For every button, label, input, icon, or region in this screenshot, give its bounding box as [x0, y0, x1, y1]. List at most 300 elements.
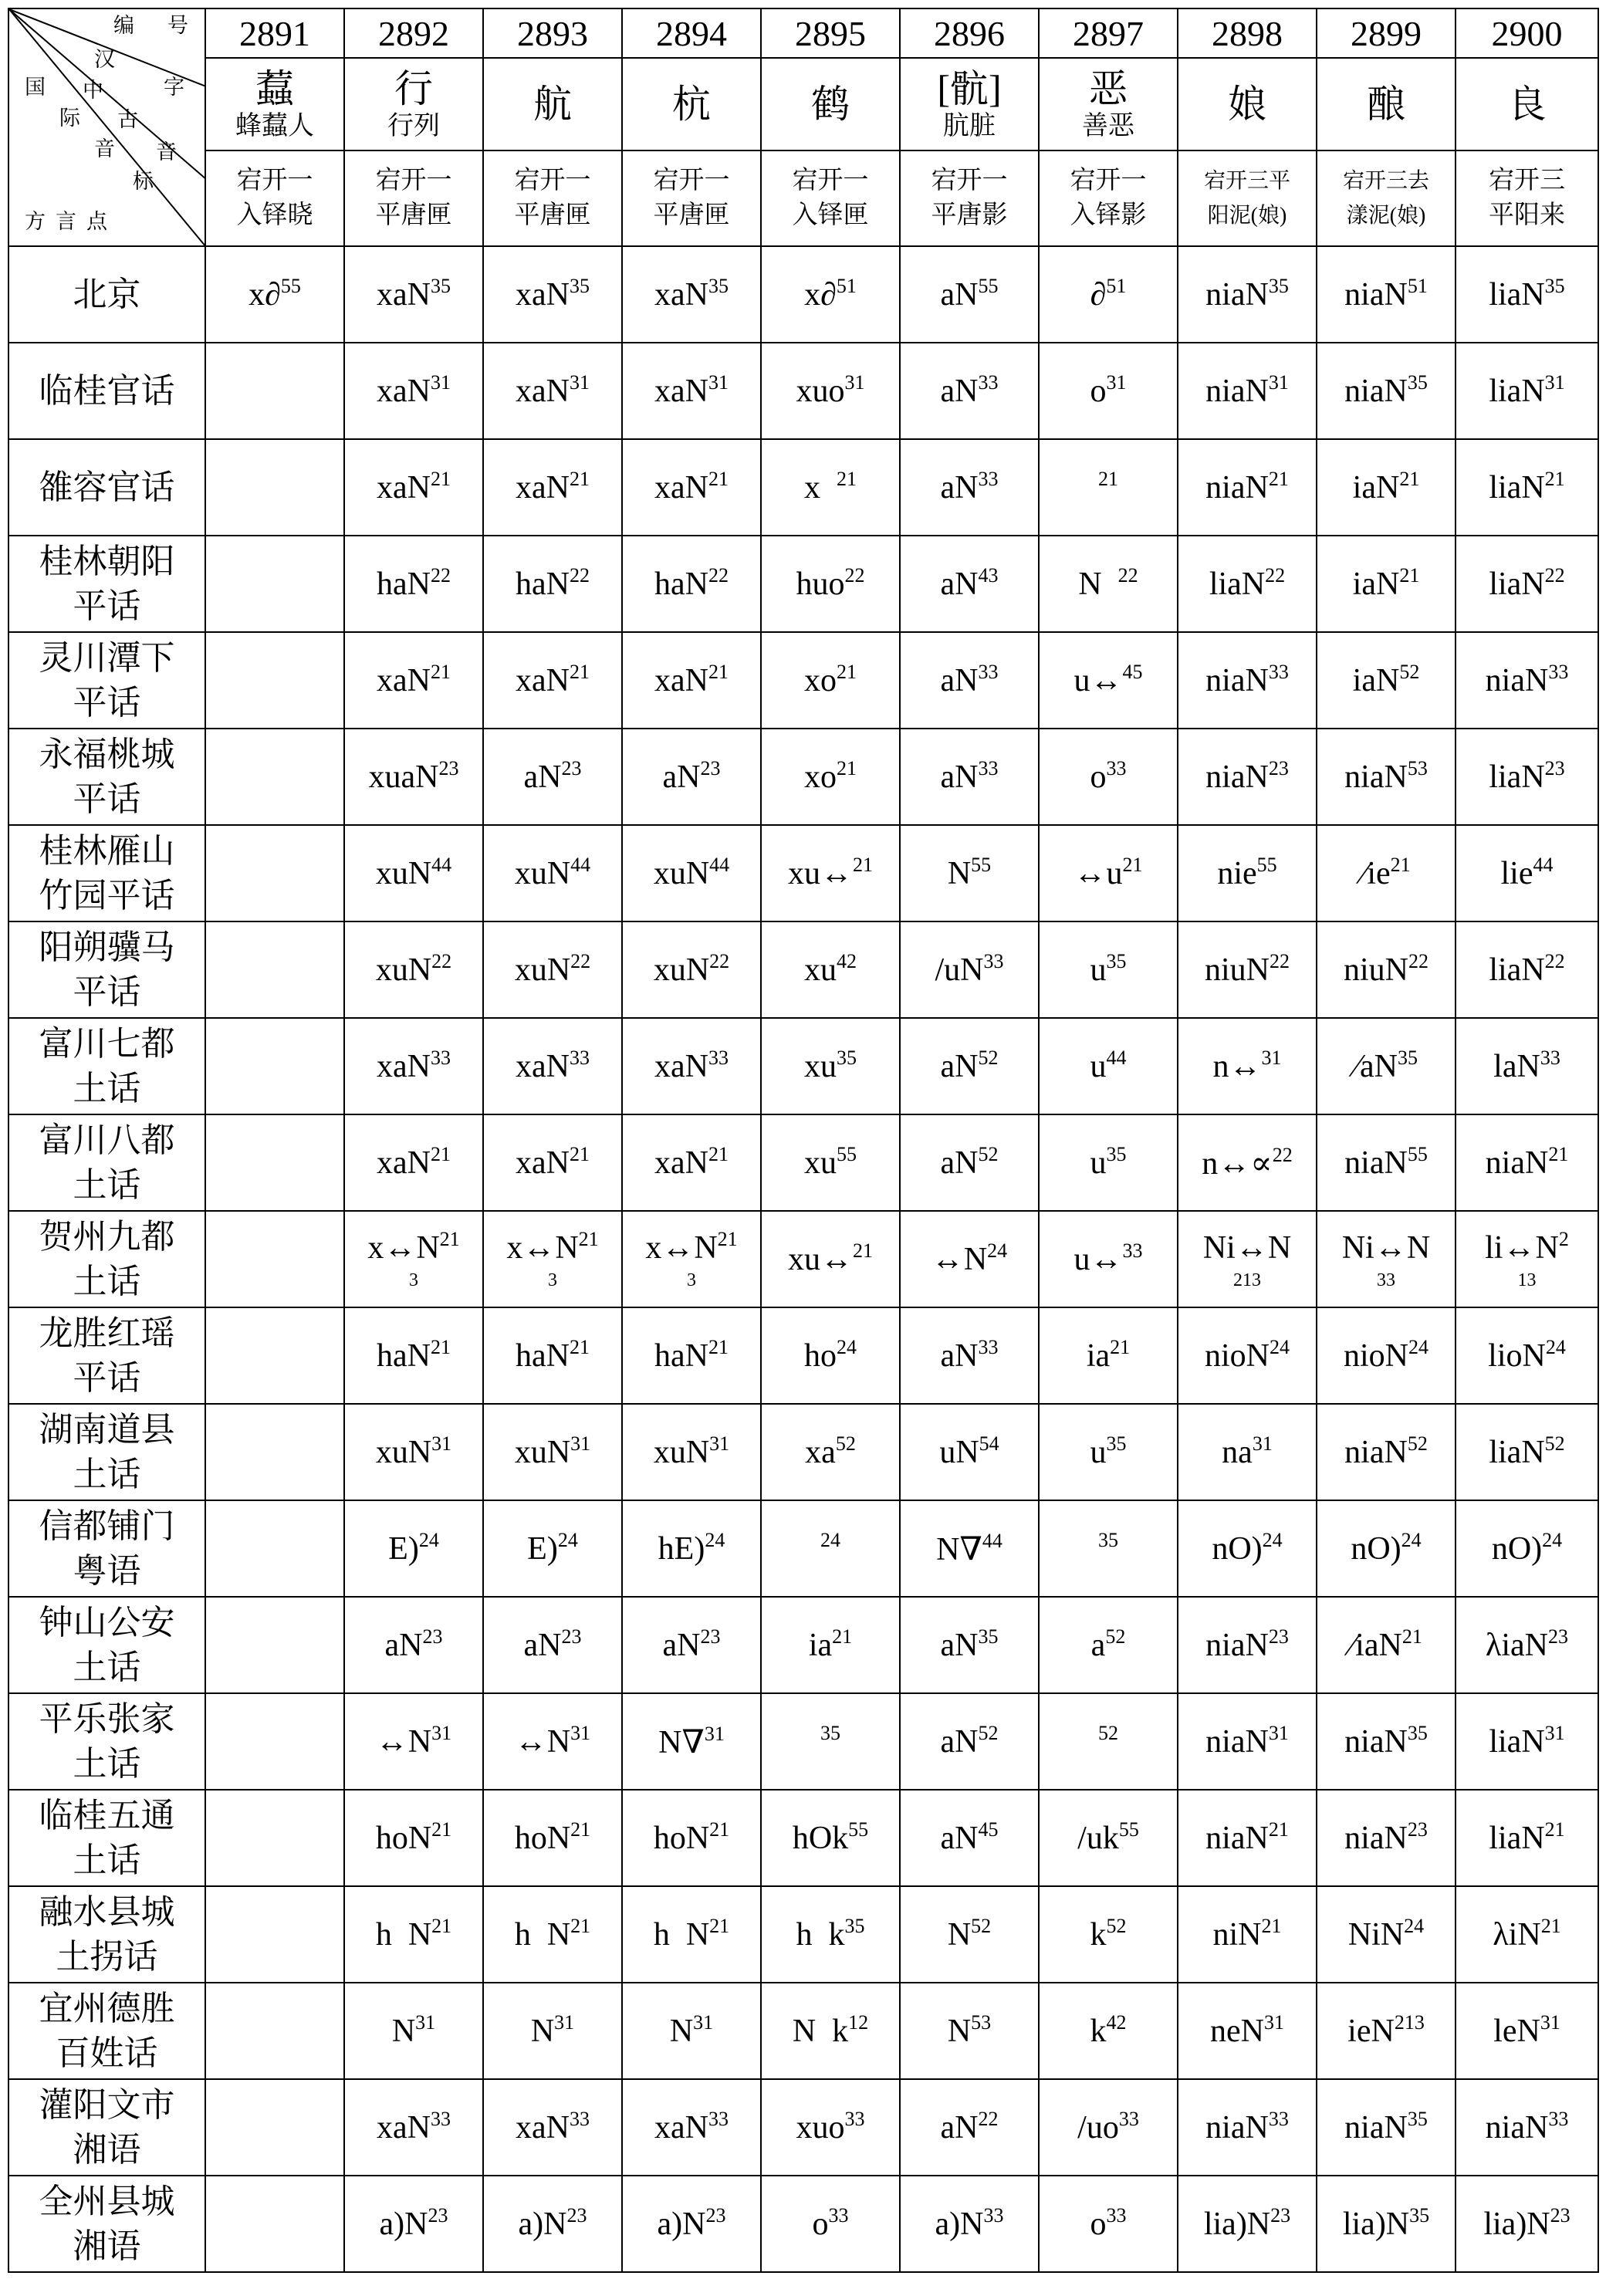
pronunciation-line: [1090, 1046, 1127, 1084]
header-number-row: [8, 8, 1598, 58]
pronunciation-cell: [900, 1500, 1039, 1597]
pronunciation-base: N k: [792, 2013, 849, 2049]
pronunciation-line: [1090, 274, 1127, 313]
pronunciation-cell: [1039, 1983, 1178, 2079]
pronunciation-cell: [483, 825, 622, 921]
tone-superscript: 55: [848, 1818, 869, 1841]
pronunciation-cell: [1456, 2176, 1598, 2272]
pronunciation-base: aN: [940, 566, 979, 602]
tone-superscript: 33: [1548, 2107, 1569, 2130]
pronunciation-base: haN: [516, 566, 570, 602]
pronunciation-line: [377, 563, 451, 602]
dialect-name: [8, 1114, 205, 1211]
table-row: [8, 1693, 1598, 1790]
corner-label: 方: [25, 210, 46, 233]
pronunciation-line: [935, 949, 1004, 988]
column-middle-chinese: [1456, 150, 1598, 246]
tone-superscript: 21: [430, 1142, 451, 1165]
pronunciation-line: [653, 1914, 730, 1953]
dialect-name-line-1: 钟山公安: [39, 1603, 175, 1642]
column-character: 杭: [672, 83, 711, 126]
pronunciation-base: haN: [516, 1337, 570, 1374]
pronunciation-cell: [483, 1790, 622, 1886]
tone-superscript: 21: [832, 1625, 853, 1648]
pronunciation-cell: [1039, 1114, 1178, 1211]
middle-chinese-line-1: 宕开一: [931, 167, 1008, 194]
tone-superscript: 22: [1272, 1143, 1293, 1166]
pronunciation-base: ↔N: [375, 1723, 432, 1760]
pronunciation-cell: [483, 2176, 622, 2272]
tone-superscript: 21: [1110, 1335, 1131, 1358]
pronunciation-line: [788, 1239, 873, 1277]
pronunciation-cell: [1178, 1886, 1317, 1983]
pronunciation-cell: [761, 439, 900, 536]
pronunciation-cell: [1456, 1211, 1598, 1307]
tone-superscript: 23: [1268, 1625, 1289, 1648]
dialect-name-line-2: 土话: [73, 1069, 141, 1107]
pronunciation-base: λiN: [1493, 1916, 1541, 1953]
column-number: 2895: [761, 8, 900, 58]
pronunciation-base: nioN: [1344, 1337, 1408, 1374]
pronunciation-cell: [1178, 1983, 1317, 2079]
column-character: 航: [533, 83, 572, 126]
pronunciation-base: aN: [523, 1627, 562, 1663]
pronunciation-cell: [1039, 632, 1178, 729]
pronunciation-cell: [761, 1597, 900, 1693]
tone-superscript: 31: [1268, 370, 1289, 394]
dialect-name-line-1: 宜州德胜: [39, 1989, 175, 2027]
pronunciation-line: [654, 467, 729, 506]
pronunciation-cell: [1317, 1018, 1456, 1114]
pronunciation-base: n↔∝: [1202, 1145, 1273, 1182]
tone-superscript: 21: [431, 1914, 452, 1937]
pronunciation-base: xaN: [516, 1145, 570, 1181]
table-row: [8, 632, 1598, 729]
corner-label: 国: [25, 76, 46, 99]
tone-superscript: 33: [828, 2203, 849, 2227]
tone-superscript: 33: [978, 1335, 999, 1358]
tone-continuation: 3: [548, 1270, 557, 1290]
pronunciation-base: aN: [662, 759, 701, 795]
tone-superscript: 31: [1261, 1046, 1282, 1069]
pronunciation-line: [379, 2203, 448, 2242]
pronunciation-line: [1344, 1335, 1428, 1374]
column-middle-chinese: [622, 150, 761, 246]
tone-superscript: 23: [428, 2203, 448, 2227]
pronunciation-base: hE): [658, 1530, 705, 1567]
pronunciation-line: [658, 1722, 725, 1760]
pronunciation-base: niaN: [1205, 276, 1269, 313]
pronunciation-base: xaN: [377, 469, 431, 506]
pronunciation-line: [940, 1818, 999, 1856]
pronunciation-base: o: [1090, 2206, 1107, 2242]
tone-superscript: 21: [709, 1818, 730, 1841]
pronunciation-base: laN: [1493, 1048, 1540, 1084]
column-character-cell: [1456, 58, 1598, 150]
tone-superscript: 24: [1408, 1335, 1428, 1358]
pronunciation-base: u: [1090, 1434, 1107, 1470]
pronunciation-cell: [622, 1211, 761, 1307]
pronunciation-cell: [761, 2176, 900, 2272]
pronunciation-line: [514, 1818, 591, 1856]
dialect-name: [8, 632, 205, 729]
tone-superscript: 31: [1252, 1432, 1273, 1455]
pronunciation-line: [947, 853, 992, 891]
pronunciation-line: [939, 1432, 999, 1470]
pronunciation-line: [1078, 563, 1138, 602]
pronunciation-cell: [1317, 1404, 1456, 1500]
pronunciation-line: [1212, 1914, 1282, 1953]
dialect-name-line-1: 北京: [73, 275, 141, 313]
pronunciation-line: [645, 1227, 738, 1266]
column-character: 鹤: [811, 83, 850, 126]
pronunciation-line: [1489, 1721, 1565, 1760]
column-middle-chinese: [900, 150, 1039, 246]
pronunciation-base: aN: [940, 662, 979, 698]
pronunciation-base: iaN: [1352, 662, 1400, 698]
column-character: 蠚: [255, 67, 294, 110]
pronunciation-cell: [900, 1693, 1039, 1790]
pronunciation-base: niaN: [1205, 759, 1269, 795]
tone-superscript: 24: [987, 1239, 1008, 1262]
pronunciation-cell: [344, 1790, 483, 1886]
dialect-name: [8, 2079, 205, 2176]
table-row: [8, 1500, 1598, 1597]
pronunciation-base: niaN: [1485, 662, 1549, 698]
pronunciation-line: [940, 274, 999, 313]
pronunciation-line: [940, 1721, 999, 1760]
pronunciation-cell: [1039, 343, 1178, 439]
pronunciation-base: x↔N: [367, 1229, 440, 1266]
pronunciation-cell: [761, 1114, 900, 1211]
corner-label: 音: [94, 137, 115, 161]
tone-superscript: 23: [700, 1625, 721, 1648]
pronunciation-line: [514, 1721, 591, 1760]
pronunciation-line: [820, 1721, 840, 1760]
column-middle-chinese: [1039, 150, 1178, 246]
pronunciation-cell: [1039, 1597, 1178, 1693]
dialect-name-line-1: 信都铺门: [39, 1506, 175, 1545]
table-row: [8, 2079, 1598, 2176]
corner-label: 际: [59, 107, 80, 130]
pronunciation-line: [1489, 563, 1565, 602]
pronunciation-base: N: [530, 2013, 555, 2049]
pronunciation-base: nie: [1217, 855, 1257, 891]
pronunciation-line: [1344, 370, 1428, 409]
pronunciation-cell: [483, 439, 622, 536]
pronunciation-line: [523, 756, 582, 795]
tone-superscript: 35: [1398, 1046, 1418, 1069]
pronunciation-line: [1483, 2203, 1570, 2242]
pronunciation-cell: [1317, 536, 1456, 632]
tone-superscript: 35: [708, 274, 729, 297]
pronunciation-cell: [1178, 1597, 1317, 1693]
pronunciation-base: aN: [940, 2109, 979, 2146]
pronunciation-base: niN: [1212, 1916, 1262, 1953]
pronunciation-base: N: [391, 2013, 416, 2049]
pronunciation-cell: [761, 536, 900, 632]
pronunciation-base: aN: [940, 759, 979, 795]
pronunciation-cell: [1456, 246, 1598, 343]
pronunciation-line: [516, 467, 590, 506]
pronunciation-base: xuo: [796, 373, 845, 409]
pronunciation-base: xo: [804, 759, 837, 795]
pronunciation-base: ↔N: [931, 1241, 988, 1277]
tone-superscript: 52: [971, 1914, 992, 1937]
pronunciation-line: [940, 1335, 999, 1374]
pronunciation-base: xaN: [377, 2109, 431, 2146]
pronunciation-base: N: [947, 2013, 972, 2049]
tone-superscript: 24: [1270, 1335, 1290, 1358]
pronunciation-line: [654, 563, 729, 602]
pronunciation-line: [1485, 2107, 1569, 2146]
pronunciation-line: [516, 1335, 590, 1374]
dialect-name-line-2: 平话: [73, 779, 141, 818]
pronunciation-base: niaN: [1205, 1820, 1269, 1856]
tone-superscript: 22: [1270, 949, 1290, 972]
tone-superscript: 45: [978, 1818, 999, 1841]
tone-superscript: 21: [1390, 853, 1411, 876]
pronunciation-base: N∇: [936, 1531, 982, 1567]
table-row: [8, 1983, 1598, 2079]
middle-chinese-line-1: 宕开三去: [1342, 169, 1429, 193]
tone-superscript: 23: [438, 756, 459, 779]
tone-superscript: 44: [1533, 853, 1554, 876]
tone-superscript: 22: [708, 563, 729, 587]
tone-superscript: 22: [1544, 949, 1565, 972]
pronunciation-line: [1493, 2010, 1560, 2049]
pronunciation-base: li↔N: [1485, 1229, 1559, 1266]
tone-superscript: 35: [1544, 274, 1565, 297]
column-character-cell: [761, 58, 900, 150]
pronunciation-line: [530, 2010, 575, 2049]
tone-continuation: 13: [1517, 1270, 1537, 1290]
pronunciation-cell: [344, 1597, 483, 1693]
pronunciation-cell: [622, 1018, 761, 1114]
pronunciation-line: [1485, 660, 1569, 698]
table-row: [8, 1404, 1598, 1500]
tone-superscript: 55: [280, 274, 301, 297]
pronunciation-base: xaN: [654, 1145, 708, 1181]
column-middle-chinese: [344, 150, 483, 246]
pronunciation-base: o: [812, 2206, 829, 2242]
pronunciation-line: [377, 1142, 451, 1181]
pronunciation-cell: [1317, 921, 1456, 1018]
pronunciation-line: [1090, 1142, 1127, 1181]
pronunciation-line: [516, 274, 590, 313]
pronunciation-cell: [205, 1307, 344, 1404]
pronunciation-base: xuN: [375, 952, 432, 988]
pronunciation-cell: [1039, 921, 1178, 1018]
pronunciation-cell: [483, 1693, 622, 1790]
tone-superscript: 24: [1545, 1335, 1566, 1358]
pronunciation-line: [1344, 1142, 1428, 1181]
pronunciation-base: x∂: [804, 276, 837, 313]
tone-superscript: 21: [430, 1335, 451, 1358]
pronunciation-cell: [483, 2079, 622, 2176]
dialect-name-line-2: 粤语: [73, 1551, 141, 1590]
tone-superscript: 44: [570, 853, 591, 876]
pronunciation-line: [506, 1227, 599, 1266]
pronunciation-base: liaN: [1489, 952, 1545, 988]
header-character-row: [8, 58, 1598, 150]
pronunciation-line: [653, 1432, 730, 1470]
tone-superscript: 21: [1544, 467, 1565, 490]
tone-superscript: 31: [704, 1722, 725, 1745]
tone-superscript: 35: [1409, 2203, 1430, 2227]
tone-superscript: 21: [1268, 1818, 1289, 1841]
pronunciation-cell: [1317, 1790, 1456, 1886]
pronunciation-base: niaN: [1485, 1145, 1549, 1181]
tone-superscript: 35: [844, 1914, 865, 1937]
pronunciation-cell: [622, 825, 761, 921]
column-character-cell: [205, 58, 344, 150]
tone-superscript: 24: [1542, 1528, 1563, 1551]
pronunciation-base: u: [1090, 1145, 1107, 1181]
pronunciation-line: [654, 274, 729, 313]
pronunciation-base: aN: [523, 759, 562, 795]
pronunciation-cell: [1039, 1307, 1178, 1404]
table-row: [8, 439, 1598, 536]
pronunciation-cell: [622, 439, 761, 536]
pronunciation-line: [804, 1142, 857, 1181]
tone-superscript: 31: [693, 2010, 714, 2034]
pronunciation-base: u: [1090, 952, 1107, 988]
pronunciation-base: k: [1090, 2013, 1107, 2049]
pronunciation-line: [377, 1335, 451, 1374]
pronunciation-base: uN: [939, 1434, 979, 1470]
pronunciation-base: haN: [377, 566, 431, 602]
tone-superscript: 31: [554, 2010, 575, 2034]
table-row: [8, 2176, 1598, 2272]
pronunciation-cell: [1178, 246, 1317, 343]
pronunciation-base: haN: [654, 1337, 708, 1374]
dialect-name: [8, 1211, 205, 1307]
pronunciation-line: [377, 274, 451, 313]
column-character: 行: [394, 67, 433, 110]
corner-label: 音: [156, 140, 177, 164]
pronunciation-line: [804, 274, 857, 313]
pronunciation-cell: [900, 1886, 1039, 1983]
pronunciation-cell: [205, 1693, 344, 1790]
dialect-name: [8, 921, 205, 1018]
dialect-name-line-1: 龙胜红瑶: [39, 1314, 175, 1352]
pronunciation-cell: [622, 1404, 761, 1500]
pronunciation-cell: [344, 2079, 483, 2176]
pronunciation-cell: [344, 246, 483, 343]
tone-superscript: 31: [431, 1721, 452, 1744]
tone-superscript: 21: [708, 467, 729, 490]
pronunciation-cell: [1317, 2176, 1456, 2272]
tone-superscript: 24: [418, 1528, 439, 1551]
pronunciation-line: [1342, 1230, 1430, 1266]
tone-superscript: 31: [569, 370, 590, 394]
pronunciation-cell: [1456, 921, 1598, 1018]
pronunciation-line: [1205, 370, 1289, 409]
pronunciation-line: [1485, 1625, 1568, 1663]
tone-superscript: 24: [557, 1528, 578, 1551]
pronunciation-cell: [900, 1018, 1039, 1114]
pronunciation-cell: [900, 825, 1039, 921]
pronunciation-line: [1344, 1721, 1428, 1760]
tone-superscript: 42: [1106, 2010, 1127, 2034]
tone-superscript: 33: [569, 1046, 590, 1069]
pronunciation-cell: [1178, 343, 1317, 439]
pronunciation-cell: [761, 1018, 900, 1114]
pronunciation-base: xaN: [654, 469, 708, 506]
pronunciation-base: lia)N: [1483, 2206, 1550, 2242]
pronunciation-line: [1344, 2107, 1428, 2146]
pronunciation-base: lioN: [1488, 1337, 1546, 1374]
pronunciation-base: xu: [804, 1145, 837, 1181]
column-character-cell: [1317, 58, 1456, 150]
pronunciation-base: niaN: [1344, 759, 1408, 795]
pronunciation-base: /uN: [935, 952, 984, 988]
pronunciation-cell: [205, 343, 344, 439]
column-character: 恶: [1089, 67, 1128, 110]
dialect-name-line-1: 富川八都: [39, 1121, 175, 1159]
pronunciation-cell: [900, 2079, 1039, 2176]
pronunciation-base: n↔: [1212, 1048, 1262, 1084]
tone-superscript: 21: [708, 660, 729, 683]
pronunciation-line: [669, 2010, 714, 2049]
pronunciation-cell: [1178, 632, 1317, 729]
pronunciation-line: [947, 2010, 992, 2049]
pronunciation-cell: [1039, 536, 1178, 632]
pronunciation-base: aN: [940, 469, 979, 506]
dialect-name: [8, 1597, 205, 1693]
pronunciation-line: [1493, 1046, 1560, 1084]
pronunciation-cell: [1317, 439, 1456, 536]
pronunciation-cell: [205, 246, 344, 343]
pronunciation-base: liaN: [1489, 1820, 1545, 1856]
pronunciation-cell: [1456, 1018, 1598, 1114]
pronunciation-line: [1098, 1528, 1118, 1567]
tone-superscript: 21: [1544, 1818, 1565, 1841]
pronunciation-line: [812, 2203, 849, 2242]
pronunciation-cell: [483, 536, 622, 632]
pronunciation-base: a: [1090, 1627, 1106, 1663]
column-number: 2894: [622, 8, 761, 58]
pronunciation-cell: [900, 729, 1039, 825]
pronunciation-cell: [1039, 246, 1178, 343]
pronunciation-base: aN: [662, 1627, 701, 1663]
pronunciation-base: liaN: [1489, 469, 1545, 506]
pronunciation-cell: [1317, 1597, 1456, 1693]
pronunciation-base: aN: [940, 1627, 979, 1663]
tone-continuation: 3: [409, 1270, 418, 1290]
table-row: [8, 825, 1598, 921]
dialect-name: [8, 1500, 205, 1597]
pronunciation-base: xu: [804, 1048, 837, 1084]
pronunciation-line: [940, 756, 999, 795]
pronunciation-cell: [1456, 1307, 1598, 1404]
pronunciation-line: [1205, 1625, 1289, 1663]
pronunciation-line: [940, 1625, 999, 1663]
pronunciation-line: [658, 1528, 725, 1567]
pronunciation-cell: [761, 246, 900, 343]
pronunciation-cell: [622, 1307, 761, 1404]
pronunciation-base: ↔N: [514, 1723, 571, 1760]
corner-label: 中: [83, 79, 103, 102]
column-number: 2898: [1178, 8, 1317, 58]
pronunciation-base: ieN: [1347, 2013, 1395, 2049]
table-row: [8, 729, 1598, 825]
pronunciation-cell: [622, 1790, 761, 1886]
tone-superscript: 23: [1544, 756, 1565, 779]
middle-chinese-line-2: 平唐匣: [375, 201, 452, 229]
column-number: 2891: [205, 8, 344, 58]
